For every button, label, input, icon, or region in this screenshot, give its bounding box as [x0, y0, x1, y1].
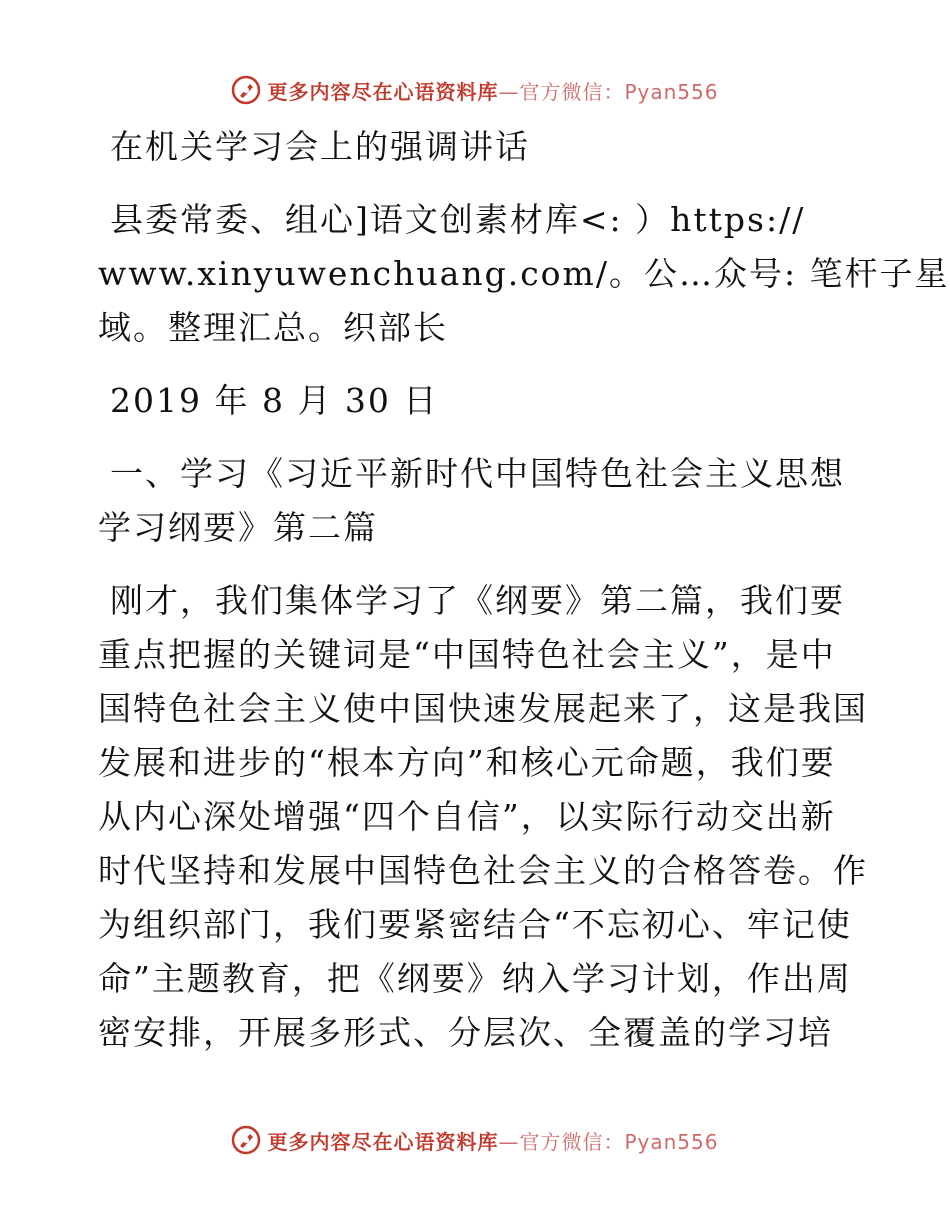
section-heading	[98, 447, 858, 555]
watermark-site-text: 更多内容尽在心语资料库	[267, 79, 499, 104]
body-line: 命”主题教育，把《纲要》纳入学习计划，作出周	[98, 959, 852, 998]
author-line: 县委常委、组心]语文创素材库<: ）https://	[110, 200, 806, 239]
watermark-contact-text: —官方微信：Pyan556	[498, 1129, 719, 1154]
body-line: 刚才，我们集体学习了《纲要》第二篇，我们要	[110, 581, 845, 620]
body-line: 时代坚持和发展中国特色社会主义的合格答卷。作	[98, 851, 868, 890]
body-line: 发展和进步的“根本方向”和核心元命题，我们要	[98, 743, 836, 782]
document-title: 在机关学习会上的强调讲话	[110, 127, 530, 166]
watermark-banner-top	[0, 70, 950, 110]
document-body	[98, 120, 950, 1060]
body-line: 从内心深处增强“四个自信”，以实际行动交出新	[98, 797, 836, 836]
author-line: 域。整理汇总。织部长	[98, 308, 448, 347]
body-line: 为组织部门，我们要紧密结合“不忘初心、牢记使	[98, 905, 852, 944]
body-line: 密安排，开展多形式、分层次、全覆盖的学习培	[98, 1013, 833, 1052]
watermark-banner-bottom	[0, 1120, 950, 1160]
author-line: www.xinyuwenchuang.com/。公…众号: 笔杆子星	[98, 254, 950, 293]
body-line: 重点把握的关键词是“中国特色社会主义”，是中	[98, 635, 836, 674]
watermark-contact-text: —官方微信：Pyan556	[498, 79, 719, 104]
author-block	[98, 193, 950, 355]
section-heading-line: 一、学习《习近平新时代中国特色社会主义思想	[110, 454, 845, 493]
watermark-site-text: 更多内容尽在心语资料库	[267, 1129, 499, 1154]
pen-logo-icon	[231, 75, 261, 105]
body-line: 国特色社会主义使中国快速发展起来了，这是我国	[98, 689, 868, 728]
pen-logo-icon	[231, 1125, 261, 1155]
body-paragraph	[98, 574, 868, 1060]
document-date: 2019 年 8 月 30 日	[110, 381, 439, 420]
section-heading-line: 学习纲要》第二篇	[98, 508, 378, 547]
